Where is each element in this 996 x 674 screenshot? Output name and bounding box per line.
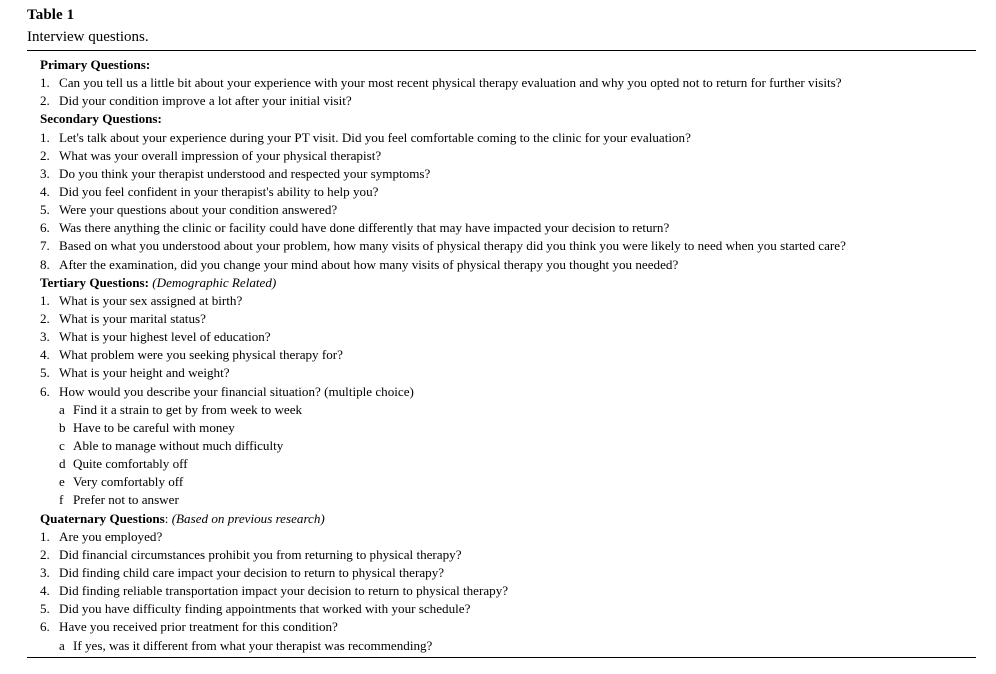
tertiary-question-5 <box>40 364 976 382</box>
question-text: Do you think your therapist understood and respected your symptoms? <box>59 165 431 181</box>
question-number: 7. <box>40 238 50 254</box>
secondary-question-6 <box>40 219 976 237</box>
question-text: Did financial circumstances prohibit you from returning to physical therapy? <box>59 546 462 562</box>
question-number: 1. <box>40 292 50 308</box>
quaternary-questions-heading <box>40 510 976 528</box>
question-number: 1. <box>40 528 50 544</box>
question-text: Did you have difficulty finding appointments that worked with your schedule? <box>59 601 471 617</box>
question-text: What is your sex assigned at birth? <box>59 292 243 308</box>
question-number: 2. <box>40 147 50 163</box>
secondary-question-5 <box>40 201 976 219</box>
option-letter: f <box>59 492 64 508</box>
question-number: 8. <box>40 256 50 272</box>
bottom-rule <box>27 657 976 658</box>
question-number: 2. <box>40 93 50 109</box>
question-text: Can you tell us a little bit about your experience with your most recent physical therapy evaluation and why you opted not to return for further visits? <box>59 75 842 91</box>
option-text: Very comfortably off <box>73 474 184 490</box>
primary-question-1 <box>40 74 976 92</box>
tertiary-question-4 <box>40 346 976 364</box>
tertiary-option-e <box>40 473 976 491</box>
secondary-question-4 <box>40 183 976 201</box>
question-number: 3. <box>40 564 50 580</box>
question-text: Let's talk about your experience during your PT visit. Did you feel comfortable coming to the clinic for your evaluation? <box>59 129 691 145</box>
question-number: 4. <box>40 183 50 199</box>
question-number: 6. <box>40 619 50 635</box>
question-text: After the examination, did you change your mind about how many visits of physical therapy you thought you needed? <box>59 256 679 272</box>
table-body <box>40 56 976 655</box>
question-number: 4. <box>40 347 50 363</box>
question-text: Based on what you understood about your problem, how many visits of physical therapy did you think you were likely to need when you started care? <box>59 238 846 254</box>
quaternary-question-5 <box>40 600 976 618</box>
question-text: What is your height and weight? <box>59 365 230 381</box>
tertiary-questions-heading <box>40 274 976 292</box>
primary-questions-heading <box>40 56 976 74</box>
question-number: 2. <box>40 310 50 326</box>
question-text: Did finding reliable transportation impact your decision to return to physical therapy? <box>59 583 509 599</box>
option-letter: e <box>59 474 65 490</box>
question-text: What problem were you seeking physical therapy for? <box>59 347 343 363</box>
table-caption: Interview questions. <box>27 29 149 45</box>
secondary-question-1 <box>40 129 976 147</box>
option-letter: a <box>59 637 65 653</box>
option-letter: d <box>59 456 66 472</box>
secondary-title: Secondary Questions: <box>40 111 162 127</box>
tertiary-question-2 <box>40 310 976 328</box>
tertiary-option-f <box>40 491 976 509</box>
question-number: 5. <box>40 365 50 381</box>
option-text: Have to be careful with money <box>73 419 235 435</box>
tertiary-question-6 <box>40 383 976 401</box>
tertiary-question-3 <box>40 328 976 346</box>
question-number: 3. <box>40 165 50 181</box>
question-number: 4. <box>40 583 50 599</box>
quaternary-colon: : <box>164 510 169 526</box>
primary-question-2 <box>40 92 976 110</box>
quaternary-note: (Based on previous research) <box>171 510 325 526</box>
option-text: Quite comfortably off <box>73 456 188 472</box>
question-number: 1. <box>40 75 50 91</box>
tertiary-option-b <box>40 419 976 437</box>
question-text: Were your questions about your condition answered? <box>59 202 338 218</box>
option-letter: b <box>59 419 66 435</box>
secondary-questions-heading <box>40 110 976 128</box>
question-text: What is your marital status? <box>59 310 206 326</box>
option-text: If yes, was it different from what your therapist was recommending? <box>73 637 433 653</box>
question-number: 1. <box>40 129 50 145</box>
tertiary-question-1 <box>40 292 976 310</box>
quaternary-question-6 <box>40 618 976 636</box>
question-text: How would you describe your financial situation? (multiple choice) <box>59 383 414 399</box>
question-text: Did your condition improve a lot after your initial visit? <box>59 93 352 109</box>
question-number: 5. <box>40 202 50 218</box>
question-text: Did you feel confident in your therapist's ability to help you? <box>59 183 379 199</box>
primary-title: Primary Questions: <box>40 57 151 72</box>
question-text: Did finding child care impact your decision to return to physical therapy? <box>59 564 445 580</box>
quaternary-title: Quaternary Questions <box>40 510 165 526</box>
tertiary-title: Tertiary Questions: <box>40 274 149 290</box>
question-text: What is your highest level of education? <box>59 329 271 345</box>
question-number: 6. <box>40 383 50 399</box>
secondary-question-7 <box>40 237 976 255</box>
tertiary-note: (Demographic Related) <box>152 274 277 290</box>
option-text: Able to manage without much difficulty <box>73 437 284 453</box>
question-text: Was there anything the clinic or facility could have done differently that may have impacted your decision to return? <box>59 220 670 236</box>
option-letter: c <box>59 437 65 453</box>
secondary-question-3 <box>40 165 976 183</box>
question-number: 3. <box>40 329 50 345</box>
top-rule <box>27 50 976 51</box>
question-number: 2. <box>40 546 50 562</box>
tertiary-option-a <box>40 401 976 419</box>
secondary-question-8 <box>40 256 976 274</box>
question-text: What was your overall impression of your physical therapist? <box>59 147 382 163</box>
option-text: Prefer not to answer <box>73 492 179 508</box>
tertiary-option-d <box>40 455 976 473</box>
quaternary-question-1 <box>40 528 976 546</box>
quaternary-question-4 <box>40 582 976 600</box>
quaternary-question-3 <box>40 564 976 582</box>
quaternary-question-2 <box>40 546 976 564</box>
tertiary-option-c <box>40 437 976 455</box>
option-text: Find it a strain to get by from week to week <box>73 401 303 417</box>
question-number: 6. <box>40 220 50 236</box>
question-number: 5. <box>40 601 50 617</box>
quaternary-option-a <box>40 637 976 655</box>
secondary-question-2 <box>40 147 976 165</box>
question-text: Have you received prior treatment for this condition? <box>59 619 338 635</box>
table-label: Table 1 <box>27 7 75 23</box>
question-text: Are you employed? <box>59 528 163 544</box>
option-letter: a <box>59 401 65 417</box>
